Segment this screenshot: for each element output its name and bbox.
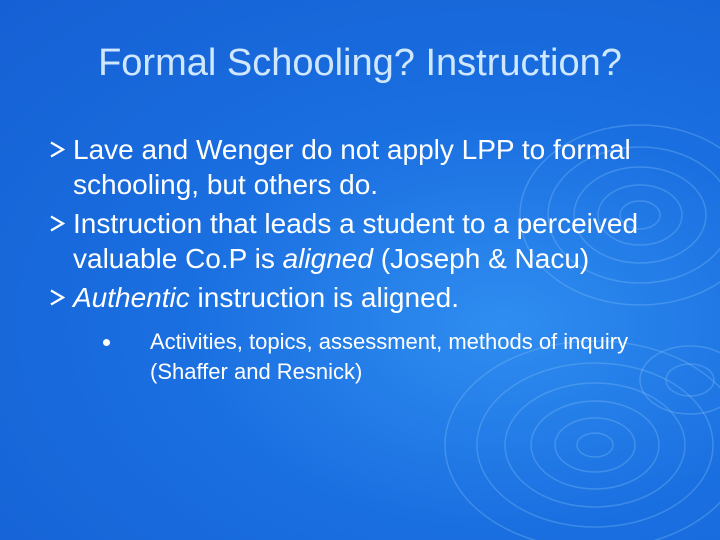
bullet-item: [48, 280, 688, 315]
arrow-bullet-icon: [48, 289, 65, 306]
sub-bullet-item: [103, 327, 688, 387]
sub-bullet-text: Activities, topics, assessment, methods of inquiry (Shaffer and Resnick): [150, 329, 629, 384]
text-run: instruction is aligned.: [189, 282, 460, 313]
emphasis-text: aligned: [282, 243, 373, 274]
text-run: Lave and Wenger do not apply LPP to formal schooling, but others do.: [73, 134, 631, 200]
bullet-text: [73, 134, 631, 200]
text-run: (Joseph & Nacu): [372, 243, 590, 274]
arrow-bullet-icon: [48, 215, 65, 232]
bullet-item: [48, 206, 688, 276]
bullet-text: [73, 208, 638, 274]
arrow-bullet-icon: [48, 141, 65, 158]
dot-bullet-icon: [103, 339, 110, 346]
bullet-item: [48, 132, 688, 202]
emphasis-text: Authentic: [73, 282, 190, 313]
text-run: Instruction that leads a student to a perceived valuable Co.P is: [73, 208, 639, 274]
bullet-text: [73, 282, 459, 313]
bullet-list: [48, 132, 688, 387]
slide-title: Formal Schooling? Instruction?: [98, 42, 622, 84]
